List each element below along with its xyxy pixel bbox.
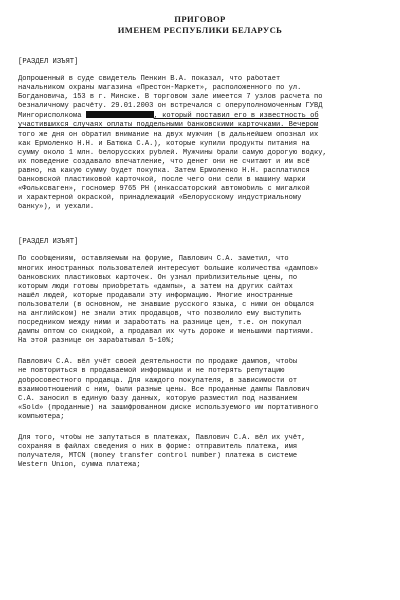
text-line: на английском) не знали этих продавцов, что позволило ему выступить [18,309,302,318]
text-line: не повториться в продаваемой информации и не потерять репутацию [18,367,285,376]
underlined-text: , который поставил его в известность об [153,112,319,121]
title-line-1: ПРИГОВОР [174,14,226,24]
text-line: пользователи (в основном, не знавшие русского языка, с ними он общался [18,300,315,309]
text-line: как Ермоленко Н.Н. и Батюка С.А.), которые купили продукты питания на [18,139,310,148]
underlined-line: участившихся случаях оплаты поддельными банковскими карточками. Вечером [18,121,319,130]
text-line: их поведение создавало впечатление, что денег они не считают и им всё [18,157,310,166]
section-1-paragraph [18,75,382,212]
redaction-bar [86,111,154,118]
text-line: безналичному расчёту. 29.01.2003 он встречался с оперуполномоченным ГУВД [18,102,323,111]
text-line: того же дня он обратил внимание на двух мужчин (в дальнейшем опознал их [18,130,319,139]
title-line-2: ИМЕНЕМ РЕСПУБЛИКИ БЕЛАРУСЬ [117,25,283,35]
text-line: С.А. заносил в единую базу данных, которую разместил под названием [18,394,298,403]
text-line: Богдановича, 153 в г. Минске. В торговом зале имеется 7 узлов расчета по [18,93,323,102]
text-line: сумму около 1 млн. белорусских рублей. Мужчины брали самую дорогую водку, [18,148,327,157]
text-line: которым люди готовы приобретать «дампы», а затем на других сайтах [18,282,293,291]
text-line: компьютера; [18,412,65,421]
text-line: банковской пластиковой карточкой, после чего они сели в машину марки [18,176,306,185]
text-line: сохраняя в файлах сведения о них в форме: отправитель платежа, имя [18,443,298,452]
text-line: равно, на какую сумму будет покупка. Затем Ермоленко Н.Н. расплатился [18,166,310,175]
text-line: взаимоотношений с ним, были разные цены. Все проданные дампы Павлович [18,385,310,394]
section-2-paragraph-2 [18,358,382,422]
text-line: Допрошенный в суде свидетель Пенкин В.А. показал, что работает [18,75,281,83]
text-line: добросовестного продавца. Для каждого покупателя, в зависимости от [18,376,298,385]
text-line: Павлович С.А. вёл учёт своей деятельности по продаже дампов, чтобы [18,358,298,367]
text-line: начальником охраны магазина «Престон-Маркет», расположенного по ул. [18,84,302,93]
text-fragment: Мингорисполкома [18,112,82,121]
text-line: По сообщениям, оставляемым на форуме, Павлович С.А. заметил, что [18,255,289,264]
text-line: банку»), и уехали. [18,203,95,212]
text-line: На этой разнице он зарабатывал 5-10%; [18,337,175,346]
text-line: нашёл людей, которые продавали эту информацию. Многие иностранные [18,291,293,300]
text-line: и характерной окраской, принадлежащий «Белорусскому индустриальному [18,194,302,203]
text-line: банковских пластиковых карточек. Он узнал приблизительные цены, по [18,273,298,282]
section-label-2: [РАЗДЕЛ ИЗЪЯТ] [18,238,79,247]
text-line: Western Union, сумма платежа; [18,461,141,470]
section-2-paragraph-3 [18,434,382,470]
text-line: дампы оптом со скидкой, а продавал их чуть дороже и меньшими партиями. [18,328,315,337]
section-2-paragraph-1 [18,255,382,346]
text-line: многих иностранных пользователей интересуют большие количества «дампов» [18,264,319,273]
text-line: посредником между ними и заработать на разнице цен, т.е. он покупал [18,319,302,328]
document-title [18,14,382,36]
text-line [18,111,382,121]
text-line: «Sold» (проданные) на зашифрованном диске используемого им портативного [18,403,319,412]
text-line: получателя, MTCN (money transfer control number) платежа в системе [18,452,298,461]
text-line: «Фольксваген», госномер 9765 РН (инкассаторский автомобиль с мигалкой [18,185,310,194]
text-line: Для того, чтобы не запутаться в платежах, Павлович С.А. вёл их учёт, [18,434,306,442]
section-label-1: [РАЗДЕЛ ИЗЪЯТ] [18,58,79,66]
